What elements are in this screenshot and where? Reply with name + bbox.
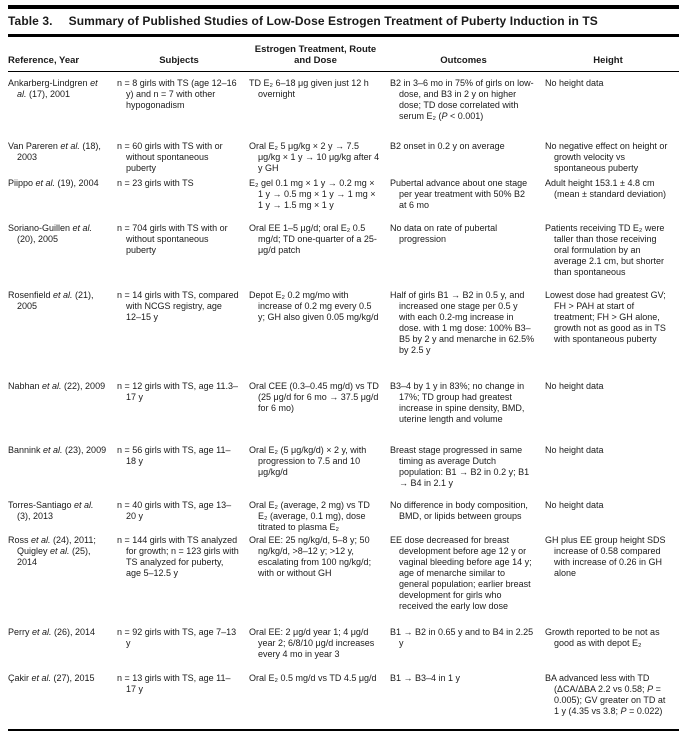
cell-outcomes: EE dose decreased for breast development before age 12 y or vaginal bleeding before age 14 y; age of menarche similar to general population; earlier breast development for girls who received the early low dose [390,535,532,611]
cell-outcomes: No data on rate of pubertal progression [390,223,498,244]
table-row [8,176,679,221]
cell-subjects: n = 13 girls with TS, age 11–17 y [117,673,231,694]
cell-reference: Piippo et al. (19), 2004 [8,178,99,188]
cell-reference: Torres-Santiago et al. (3), 2013 [8,500,94,521]
cell-outcomes: Pubertal advance about one stage per year treatment with 50% B2 at 6 mo [390,178,528,210]
cell-subjects: n = 8 girls with TS (age 12–16 y) and n = 7 with other hypogonadism [117,78,237,110]
table-row [8,625,679,671]
table-row [8,76,679,139]
cell-outcomes: B2 onset in 0.2 y on average [390,141,505,151]
cell-height: Patients receiving TD E₂ were taller than those receiving oral formulation by an average 2.1 cm, but shorter than spontaneous [545,223,665,277]
cell-reference: Soriano-Guillen et al. (20), 2005 [8,223,93,244]
table-row [8,221,679,288]
cell-treatment: Oral EE 1–5 μg/d; oral E₂ 0.5 mg/d; TD one-quarter of a 25-μg/d patch [249,223,377,255]
cell-treatment: E₂ gel 0.1 mg × 1 y → 0.2 mg × 1 y → 0.5 mg × 1 y → 1 mg × 1 y → 1.5 mg × 1 y [249,178,376,210]
cell-height: No negative effect on height or growth velocity vs spontaneous puberty [545,141,668,173]
cell-outcomes: No difference in body composition, BMD, or lipids between groups [390,500,528,521]
cell-subjects: n = 56 girls with TS, age 11–18 y [117,445,231,466]
cell-treatment: Depot E₂ 0.2 mg/mo with increase of 0.2 mg every 0.5 y; GH also given 0.05 mg/kg/d [249,290,379,322]
table-row [8,498,679,533]
column-header-subjects: Subjects [159,55,199,66]
cell-treatment: Oral E₂ (5 μg/kg/d) × 2 y, with progression to 7.5 and 10 μg/kg/d [249,445,367,477]
cell-height: No height data [545,500,604,510]
cell-reference: Perry et al. (26), 2014 [8,627,96,637]
cell-subjects: n = 144 girls with TS analyzed for growth; n = 123 girls with TS analyzed for puberty, age 5–12.5 y [117,535,239,578]
table-body [8,72,679,729]
table-title [8,9,679,34]
cell-reference: Ankarberg-Lindgren et al. (17), 2001 [8,78,98,99]
table-bottom-rule [8,729,679,731]
cell-height: Adult height 153.1 ± 4.8 cm (mean ± standard deviation) [545,178,666,199]
cell-reference: Ross et al. (24), 2011; Quigley et al. (25), 2014 [8,535,96,567]
cell-reference: Rosenfield et al. (21), 2005 [8,290,94,311]
cell-outcomes: Half of girls B1 → B2 in 0.5 y, and increased one stage per 0.5 y with each 0.2-mg increase in dose. with 1 mg dose: 100% B3–B5 by 2 y and menarche in 62.5% by 2.5 y [390,290,535,355]
table-row [8,379,679,443]
cell-outcomes: B1 → B2 in 0.65 y and to B4 in 2.25 y [390,627,534,648]
cell-treatment: TD E₂ 6–18 μg given just 12 h overnight [249,78,369,99]
cell-treatment: Oral E₂ (average, 2 mg) vs TD E₂ (average, 0.1 mg), dose titrated to plasma E₂ [249,500,370,532]
cell-treatment: Oral EE: 2 μg/d year 1; 4 μg/d year 2; 6/8/10 μg/d increases every 4 mo in year 3 [249,627,375,659]
column-header-height: Height [593,55,623,66]
column-header-reference: Reference, Year [8,55,80,66]
column-header-outcomes: Outcomes [440,55,487,66]
cell-reference: Nabhan et al. (22), 2009 [8,381,106,391]
table-row [8,443,679,498]
cell-height: Growth reported to be not as good as with depot E₂ [545,627,660,648]
cell-height: No height data [545,445,604,455]
column-header-treatment: Estrogen Treatment, Route and Dose [254,44,377,66]
cell-subjects: n = 23 girls with TS [117,178,194,188]
cell-reference: Çakir et al. (27), 2015 [8,673,95,683]
cell-height: No height data [545,78,604,88]
cell-treatment: Oral EE: 25 ng/kg/d, 5–8 y; 50 ng/kg/d, >8–12 y; >12 y, escalating from 100 ng/kg/d; with or without GH [249,535,372,578]
cell-subjects: n = 14 girls with TS, compared with NCGS registry, age 12–15 y [117,290,239,322]
table-row [8,288,679,379]
cell-subjects: n = 60 girls with TS with or without spontaneous puberty [117,141,223,173]
cell-subjects: n = 12 girls with TS, age 11.3–17 y [117,381,238,402]
cell-reference: Van Pareren et al. (18), 2003 [8,141,101,162]
table-row [8,671,679,729]
table-row [8,139,679,176]
cell-height: GH plus EE group height SDS increase of 0.58 compared with increase of 0.26 in GH alone [545,535,666,578]
cell-outcomes: B2 in 3–6 mo in 75% of girls on low-dose, and B3 in 2 y on higher dose; TD dose correlated with serum E₂ (P < 0.001) [390,78,534,121]
cell-treatment: Oral E₂ 5 μg/kg × 2 y → 7.5 μg/kg × 1 y → 10 μg/kg after 4 y GH [249,141,380,173]
cell-treatment: Oral E₂ 0.5 mg/d vs TD 4.5 μg/d [249,673,377,683]
cell-outcomes: B3–4 by 1 y in 83%; no change in 17%; TD group had greatest increase in spine density, BMD, uterine length and volume [390,381,525,424]
table-number-label: Table 3. [8,14,53,28]
cell-treatment: Oral CEE (0.3–0.45 mg/d) vs TD (25 μg/d for 6 mo → 37.5 μg/d for 6 mo) [249,381,379,413]
cell-outcomes: Breast stage progressed in same timing as average Dutch population: B1 → B2 in 0.2 y; B1 → B4 in 2.1 y [390,445,530,488]
cell-height: BA advanced less with TD (ΔCA/ΔBA 2.2 vs 0.58; P = 0.005); GV greater on TD at 1 y (4.35 vs 3.8; P = 0.022) [545,673,666,716]
cell-reference: Bannink et al. (23), 2009 [8,445,107,455]
table-row [8,533,679,625]
cell-outcomes: B1 → B3–4 in 1 y [390,673,461,683]
cell-height: Lowest dose had greatest GV; FH > PAH at start of treatment; FH > GH alone, growth not as good as in TS with spontaneous puberty [545,290,666,344]
cell-height: No height data [545,381,604,391]
cell-subjects: n = 704 girls with TS with or without spontaneous puberty [117,223,228,255]
cell-subjects: n = 40 girls with TS, age 13–20 y [117,500,232,521]
table-header-row [8,37,679,71]
table-title-text: Summary of Published Studies of Low-Dose Estrogen Treatment of Puberty Induction in TS [68,14,598,28]
paper-table [8,0,679,731]
cell-subjects: n = 92 girls with TS, age 7–13 y [117,627,237,648]
